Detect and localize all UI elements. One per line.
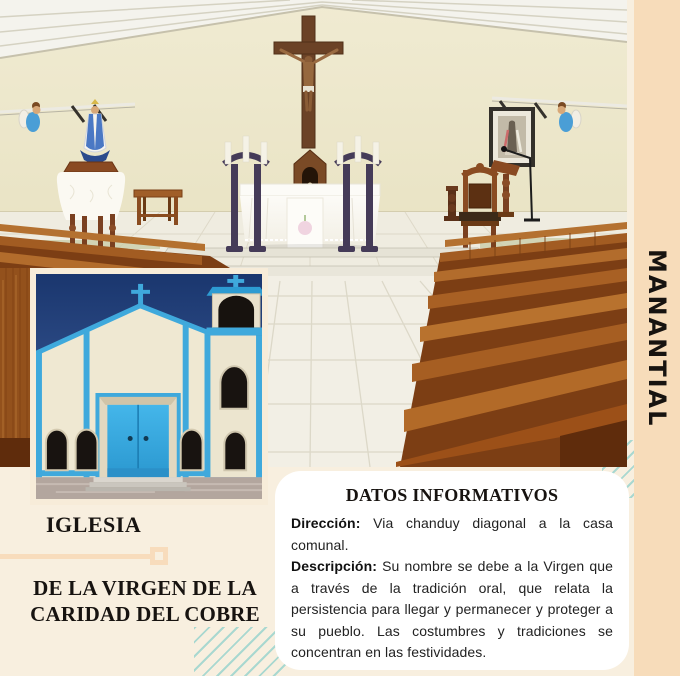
- church-door: [86, 395, 191, 491]
- heading-subtitle-line1: DE LA VIRGEN DE LA: [33, 576, 257, 600]
- heading-iglesia: IGLESIA: [46, 512, 142, 537]
- heading-subtitle-line2: CARIDAD DEL COBRE: [30, 602, 260, 626]
- description-text: Su nombre se debe a la Virgen que a través de la tradición oral, que relata la persistencia para llegar y permanecer y proteger a su pueblo. Las costumbres y tradiciones se concentran en las festividades.: [291, 558, 613, 660]
- address-label: Dirección:: [291, 515, 361, 531]
- bell-tower: [206, 275, 262, 477]
- info-box: [275, 471, 629, 670]
- description-paragraph: [291, 556, 613, 664]
- brand-vertical-label: MANANTIAL: [643, 248, 671, 428]
- info-box-title: DATOS INFORMATIVOS: [345, 485, 559, 505]
- hatch-decoration-bottom-left: [194, 627, 286, 676]
- address-paragraph: [291, 513, 613, 556]
- divider-line: [0, 554, 152, 559]
- side-strip: [634, 0, 680, 676]
- heading-subtitle: [22, 575, 268, 627]
- address-text: Via chanduy diagonal a la casa comunal.: [291, 515, 613, 553]
- church-exterior-illustration: [36, 274, 262, 499]
- church-exterior-photo: [30, 268, 268, 505]
- description-label: Descripción:: [291, 558, 377, 574]
- divider-square: [150, 547, 168, 565]
